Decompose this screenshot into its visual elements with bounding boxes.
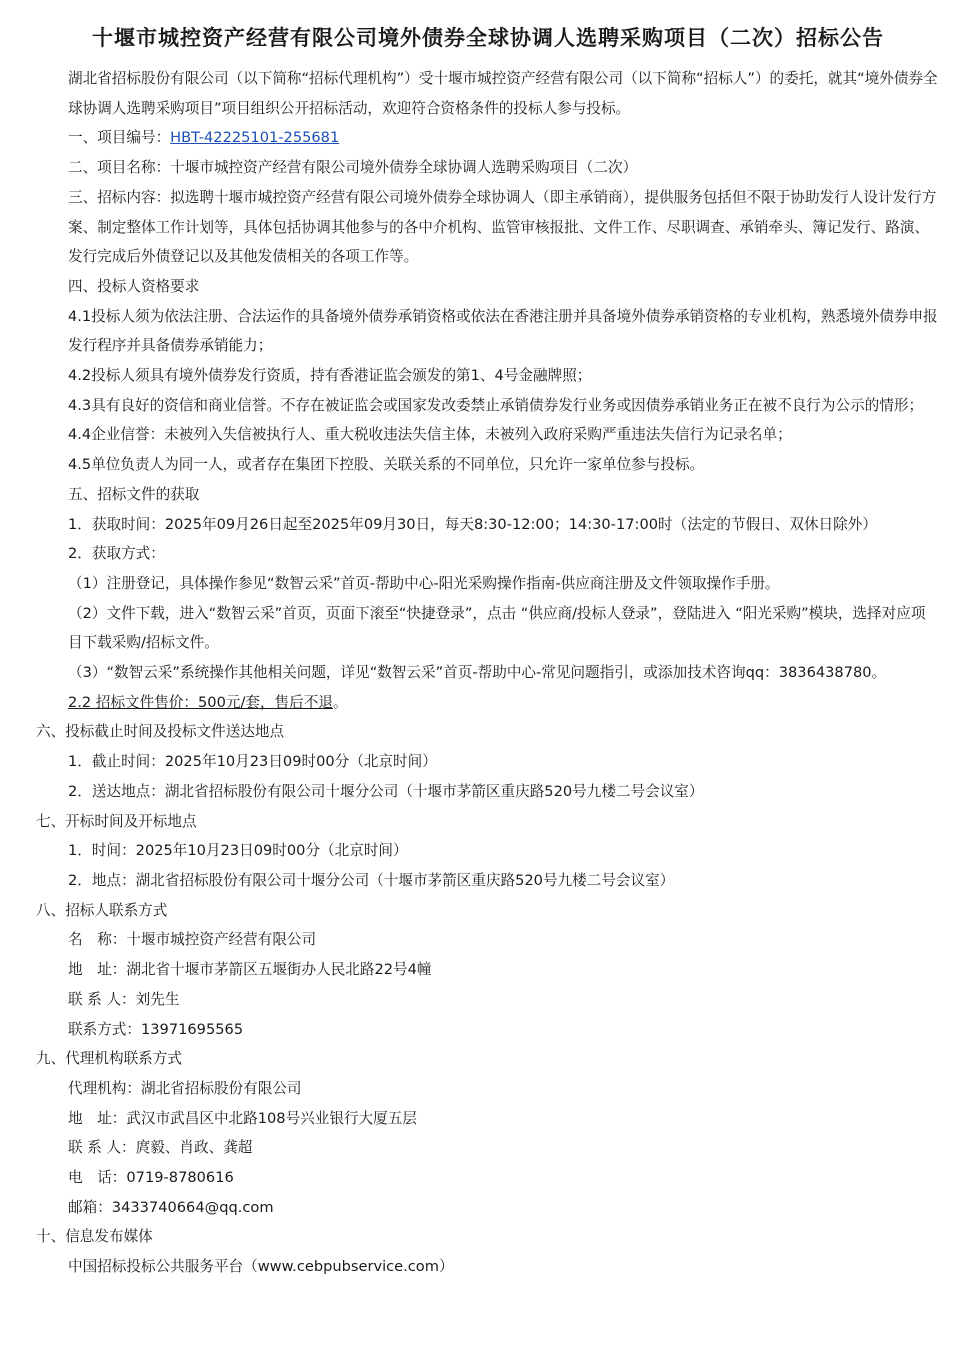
tenderer-address: 地 址：湖北省十堰市茅箭区五堰街办人民北路22号4幢 bbox=[68, 961, 432, 979]
intro-paragraph: 湖北省招标股份有限公司（以下简称“招标代理机构”）受十堰市城控资产经营有限公司（以下简称“招标人”）的委托，就其“境外债券全球协调人选聘采购项目”项目组织公开招标活动，欢迎符合资格条件的投标人参与投标。 bbox=[68, 70, 938, 117]
section-obtain-documents: 五、招标文件的获取 bbox=[68, 485, 200, 503]
opening-time: 1．时间：2025年10月23日09时00分（北京时间） bbox=[68, 842, 408, 860]
document-price-end: 。 bbox=[332, 693, 348, 711]
requirement-4-3: 4.3具有良好的资信和商业信誉。不存在被证监会或国家发改委禁止承销债券发行业务或因债券承销业务正在被不良行为公示的情形； bbox=[68, 396, 924, 414]
requirement-4-5: 4.5单位负责人为同一人，或者存在集团下控股、关联关系的不同单位，只允许一家单位参与投标。 bbox=[68, 456, 705, 474]
requirement-4-4: 4.4企业信誉：未被列入失信被执行人、重大税收违法失信主体，未被列入政府采购严重违法失信行为记录名单； bbox=[68, 426, 792, 444]
project-number-link[interactable]: HBT-42225101-255681 bbox=[170, 129, 340, 147]
section-media: 十、信息发布媒体 bbox=[36, 1228, 153, 1246]
agency-contact-person: 联 系 人：庹毅、肖政、龚超 bbox=[68, 1139, 253, 1157]
tenderer-phone: 联系方式：13971695565 bbox=[68, 1020, 244, 1038]
document-price bbox=[36, 688, 940, 718]
tenderer-contact-person: 联 系 人：刘先生 bbox=[68, 990, 180, 1008]
page-title: 十堰市城控资产经营有限公司境外债券全球协调人选聘采购项目（二次）招标公告 bbox=[92, 26, 884, 50]
tenderer-name: 名 称：十堰市城控资产经营有限公司 bbox=[68, 931, 317, 949]
project-name: 二、项目名称：十堰市城控资产经营有限公司境外债券全球协调人选聘采购项目（二次） bbox=[68, 159, 638, 177]
agency-email: 邮箱：3433740664@qq.com bbox=[68, 1198, 274, 1216]
agency-name: 代理机构：湖北省招标股份有限公司 bbox=[68, 1079, 302, 1097]
opening-location: 2．地点：湖北省招标股份有限公司十堰分公司（十堰市茅箭区重庆路520号九楼二号会议室） bbox=[68, 871, 675, 889]
project-number bbox=[36, 123, 940, 153]
obtain-step-3: （3）“数智云采”系统操作其他相关问题，详见“数智云采”首页-帮助中心-常见问题指引，或添加技术咨询qq：3836438780。 bbox=[68, 664, 887, 682]
obtain-step-1: （1）注册登记，具体操作参见“数智云采”首页-帮助中心-阳光采购操作指南-供应商注册及文件领取操作手册。 bbox=[68, 574, 780, 592]
agency-address: 地 址：武汉市武昌区中北路108号兴业银行大厦五层 bbox=[68, 1109, 417, 1127]
obtain-step-2: （2）文件下载，进入“数智云采”首页，页面下滚至“快捷登录”，点击 “供应商/投标人登录”，登陆进入 “阳光采购”模块，选择对应项目下载采购/招标文件。 bbox=[68, 604, 926, 652]
document-price-text: 2.2 招标文件售价：500元/套，售后不退 bbox=[68, 693, 333, 711]
section-opening: 七、开标时间及开标地点 bbox=[36, 812, 197, 830]
deadline-time: 1．截止时间：2025年10月23日09时00分（北京时间） bbox=[68, 753, 437, 771]
section-tenderer-contact: 八、招标人联系方式 bbox=[36, 901, 168, 919]
obtain-time: 1．获取时间：2025年09月26日起至2025年09月30日，每天8:30-12:00；14:30-17:00时（法定的节假日、双休日除外） bbox=[68, 515, 877, 533]
section-agency-contact: 九、代理机构联系方式 bbox=[36, 1050, 182, 1068]
tender-content: 三、招标内容：拟选聘十堰市城控资产经营有限公司境外债券全球协调人（即主承销商），提供服务包括但不限于协助发行人设计发行方案、制定整体工作计划等，具体包括协调其他参与的各中介机构、监管审核报批、文件工作、尽职调查、承销牵头、簿记发行、路演、发行完成后外债登记以及其他发债相关的各项工作等。 bbox=[68, 188, 937, 266]
publication-media: 中国招标投标公共服务平台（www.cebpubservice.com） bbox=[68, 1258, 454, 1276]
delivery-location: 2．送达地点：湖北省招标股份有限公司十堰分公司（十堰市茅箭区重庆路520号九楼二号会议室） bbox=[68, 782, 704, 800]
agency-phone: 电 话：0719-8780616 bbox=[68, 1169, 234, 1187]
section-deadline: 六、投标截止时间及投标文件送达地点 bbox=[36, 723, 285, 741]
obtain-method: 2．获取方式： bbox=[68, 545, 165, 563]
project-number-label: 一、项目编号： bbox=[68, 129, 171, 147]
requirement-4-1: 4.1投标人须为依法注册、合法运作的具备境外债券承销资格或依法在香港注册并具备境外债券承销资格的专业机构，熟悉境外债券申报发行程序并具备债券承销能力； bbox=[68, 307, 938, 355]
requirement-4-2: 4.2投标人须具有境外债券发行资质，持有香港证监会颁发的第1、4号金融牌照； bbox=[68, 367, 592, 385]
section-qualifications: 四、投标人资格要求 bbox=[68, 277, 200, 295]
